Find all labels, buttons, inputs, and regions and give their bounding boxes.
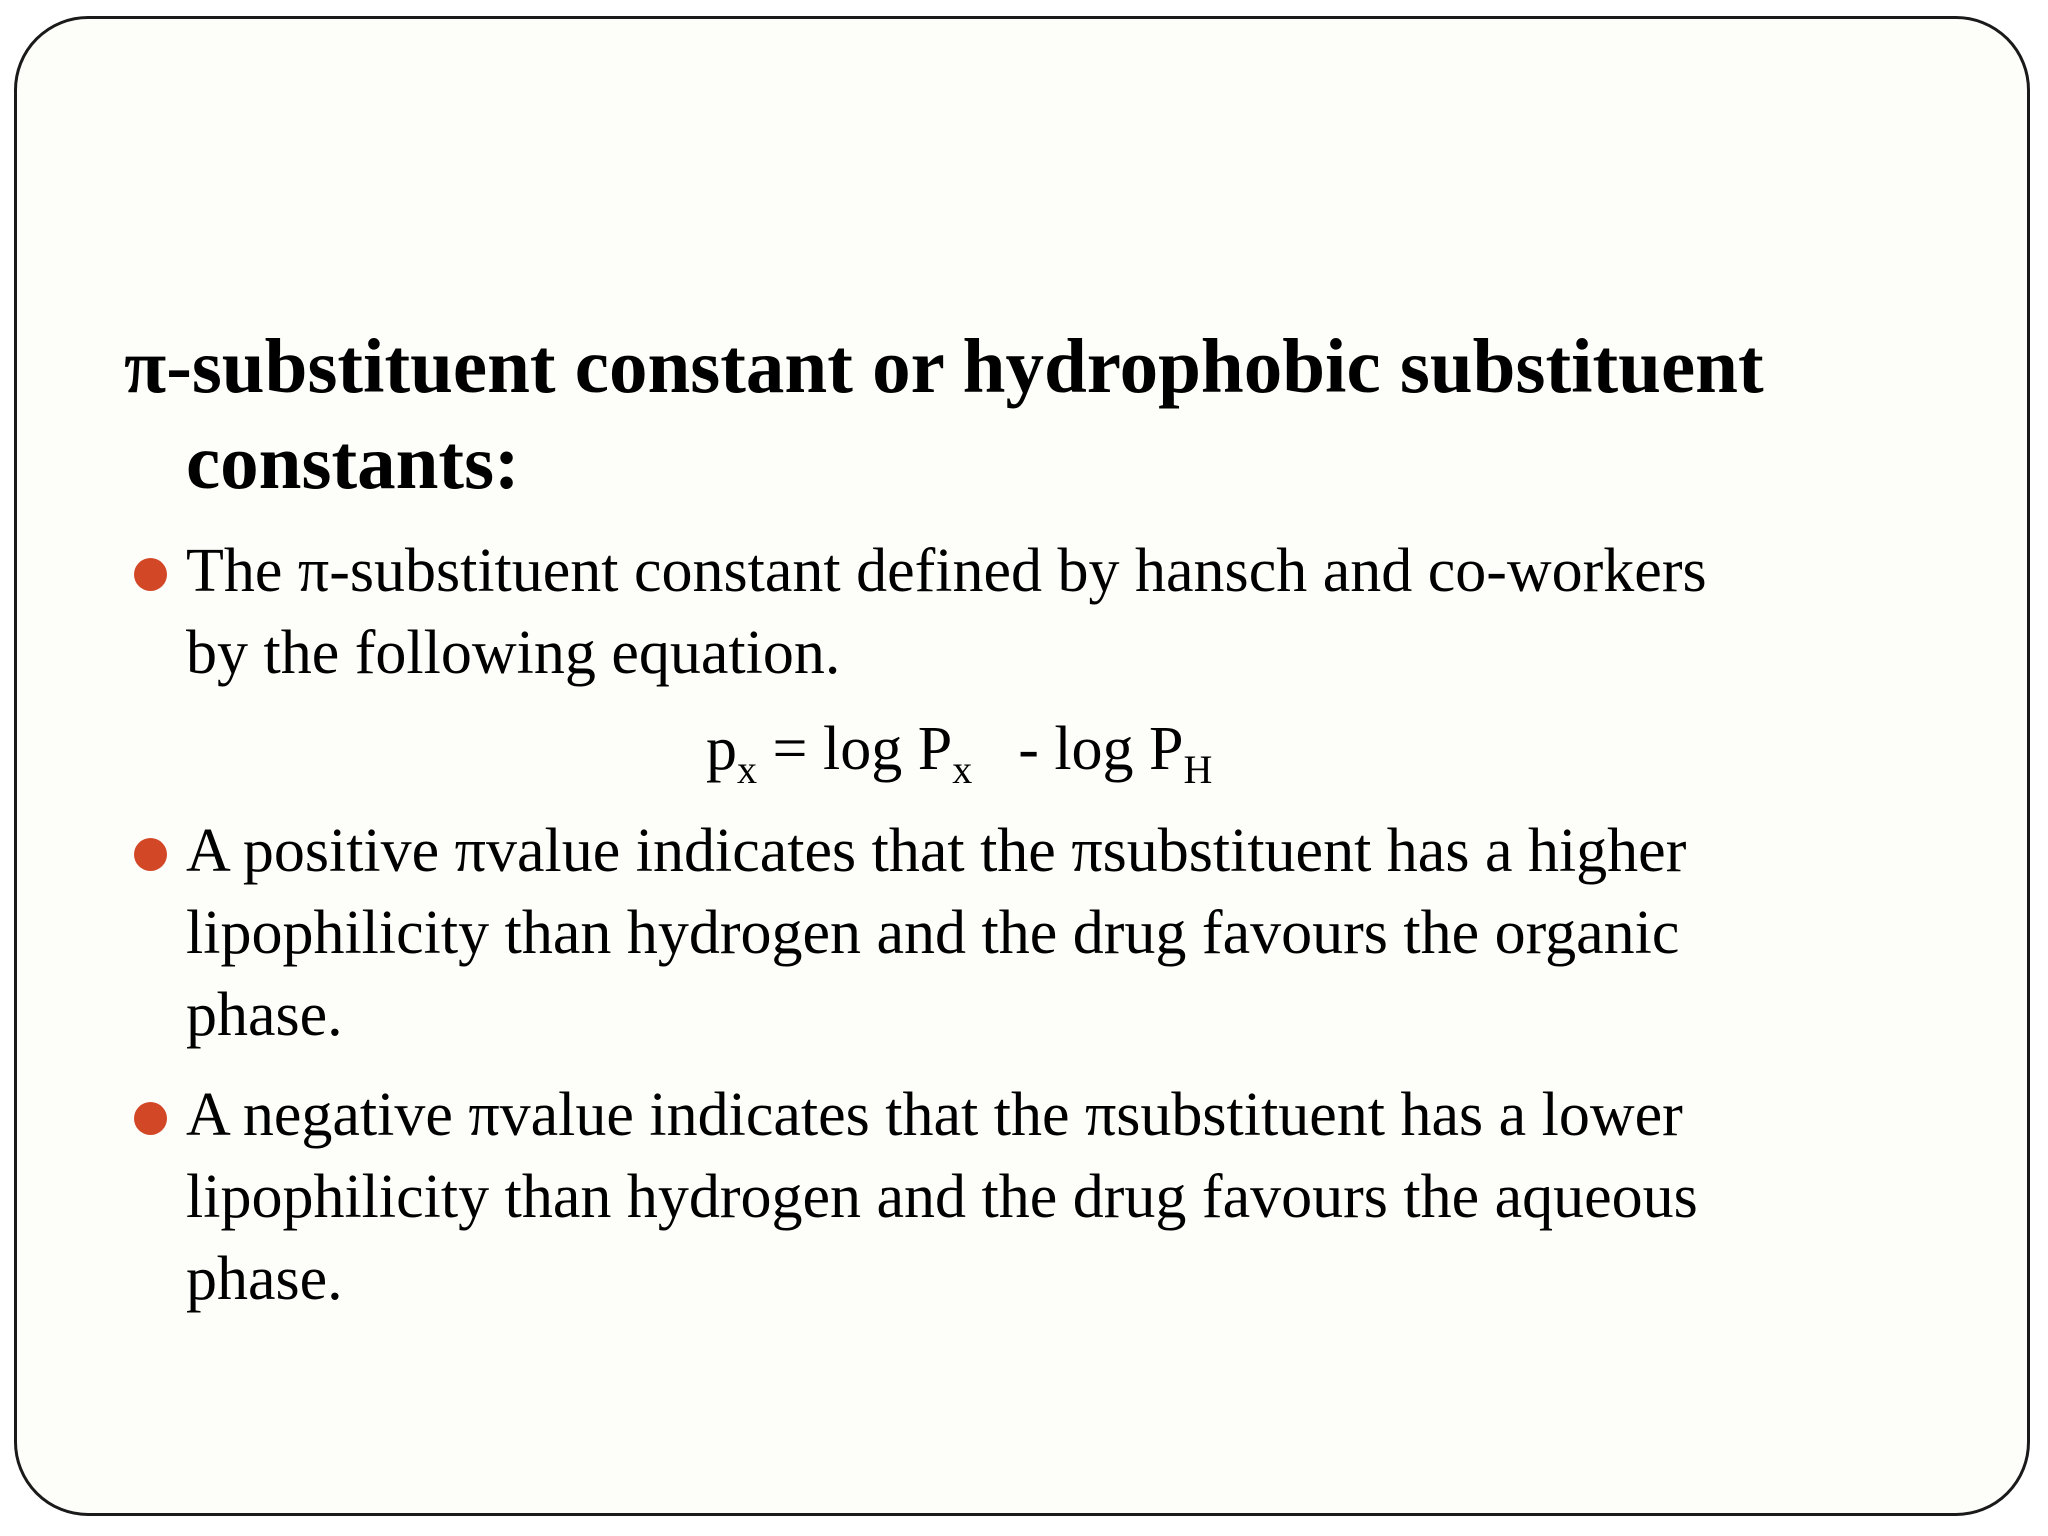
equation-lhs: p: [706, 715, 737, 783]
title-colon: :: [494, 419, 520, 505]
bullet-dot-icon: [134, 838, 167, 871]
bullet-line: by the following equation.: [186, 619, 841, 687]
equation-equals-log: = log P: [757, 715, 953, 783]
bullet-line: phase.: [186, 1245, 343, 1313]
bullet-text: [186, 1074, 1986, 1320]
title-line-1: -substituent constant or hydrophobic substituent: [166, 323, 1764, 409]
bullet-line: lipophilicity than hydrogen and the drug favours the aqueous: [186, 1163, 1698, 1231]
title-pi-symbol: π: [124, 323, 167, 409]
equation-rhs-subscript: H: [1183, 747, 1213, 792]
title-line-2-wrap: [124, 414, 1984, 510]
bullet-text: [186, 530, 1986, 694]
equation-minus-log: - log P: [1018, 715, 1184, 783]
bullet-text: [186, 810, 1986, 1056]
bullet-dot-icon: [134, 558, 167, 591]
equation-lhs-subscript: x: [737, 747, 757, 792]
bullet-line: lipophilicity than hydrogen and the drug favours the organic: [186, 899, 1680, 967]
title-line-2: constants: [186, 419, 495, 505]
bullet-line: phase.: [186, 981, 343, 1049]
bullet-line: A negative πvalue indicates that the πsubstituent has a lower: [186, 1081, 1683, 1149]
equation: [706, 708, 1212, 790]
bullet-dot-icon: [134, 1102, 167, 1135]
equation-mid-subscript: x: [952, 747, 973, 792]
bullet-line: A positive πvalue indicates that the πsubstituent has a higher: [186, 817, 1687, 885]
slide-title: [124, 318, 1984, 510]
bullet-line: The π-substituent constant defined by hansch and co-workers: [186, 537, 1707, 605]
